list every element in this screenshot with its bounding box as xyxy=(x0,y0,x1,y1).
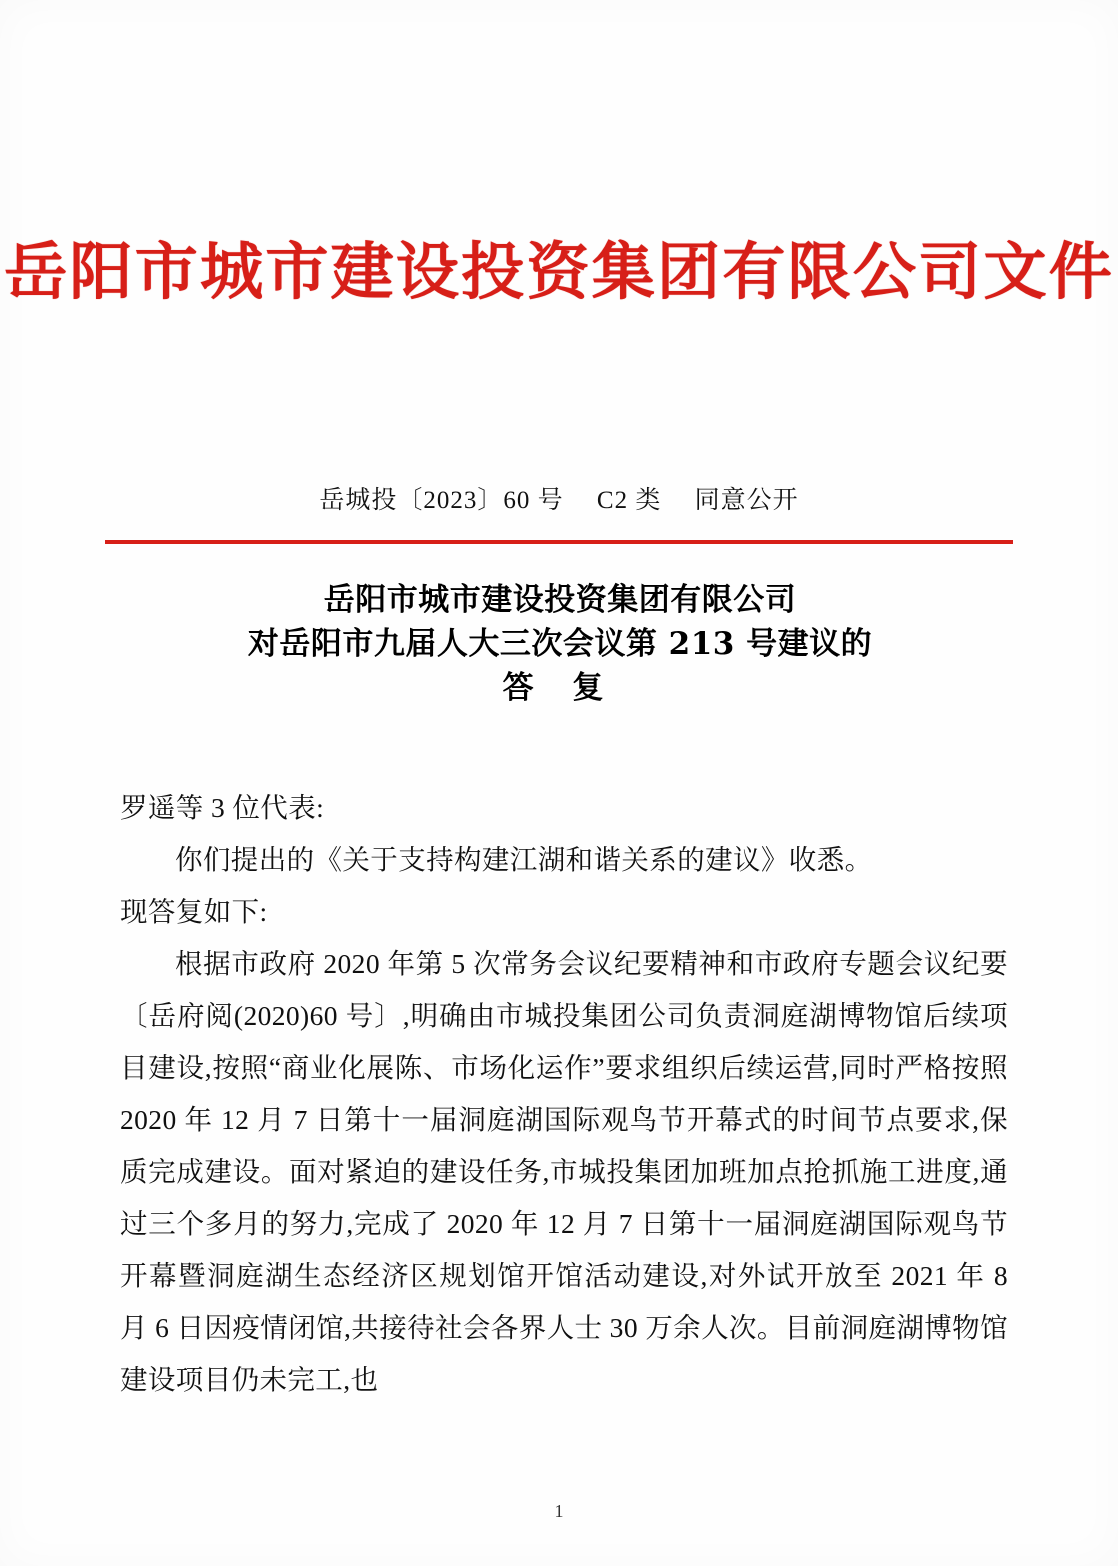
document-category: C2 类 xyxy=(596,487,662,514)
document-title xyxy=(150,578,970,710)
issuer-title: 岳阳市城市建设投资集团有限公司文件 xyxy=(4,235,1114,308)
body-paragraph-1: 你们提出的《关于支持构建江湖和谐关系的建议》收悉。 xyxy=(175,844,873,875)
page-number: 1 xyxy=(554,1501,564,1521)
document-body xyxy=(120,782,1008,1406)
body-paragraph-3: 根据市政府 2020 年第 5 次常务会议纪要精神和市政府专题会议纪要〔岳府阅(2020)60 号〕,明确由市城投集团公司负责洞庭湖博物馆后续项目建设,按照“商业化展陈、市场化运作”要求组织后续运营,同时严格按照 2020 年 12 月 7 日第十一届洞庭湖国际观鸟节开幕式的时间节点要求,保质完成建设。面对紧迫的建设任务,市城投集团加班加点抢抓施工进度,通过三个多月的努力,完成了 2020 年 12 月 7 日第十一届洞庭湖国际观鸟节开幕暨洞庭湖生态经济区规划馆开馆活动建设,对外试开放至 2021 年 8 月 6 日因疫情闭馆,共接待社会各界人士 30 万余人次。目前洞庭湖博物馆建设项目仍未完工,也 xyxy=(120,948,1008,1395)
body-paragraph-2: 现答复如下: xyxy=(120,896,268,927)
document-header xyxy=(0,236,1118,307)
document-number-row xyxy=(0,480,1118,516)
title-line-1: 岳阳市城市建设投资集团有限公司 xyxy=(323,582,797,618)
salutation: 罗遥等 3 位代表: xyxy=(120,792,325,823)
red-divider-rule xyxy=(105,540,1013,544)
document-disclosure-status: 同意公开 xyxy=(694,487,799,514)
title-line-2: 对岳阳市九届人大三次会议第 213 号建议的 xyxy=(247,626,873,663)
document-number: 岳城投〔2023〕60 号 xyxy=(319,487,564,514)
title-line-3: 答 复 xyxy=(502,670,618,707)
